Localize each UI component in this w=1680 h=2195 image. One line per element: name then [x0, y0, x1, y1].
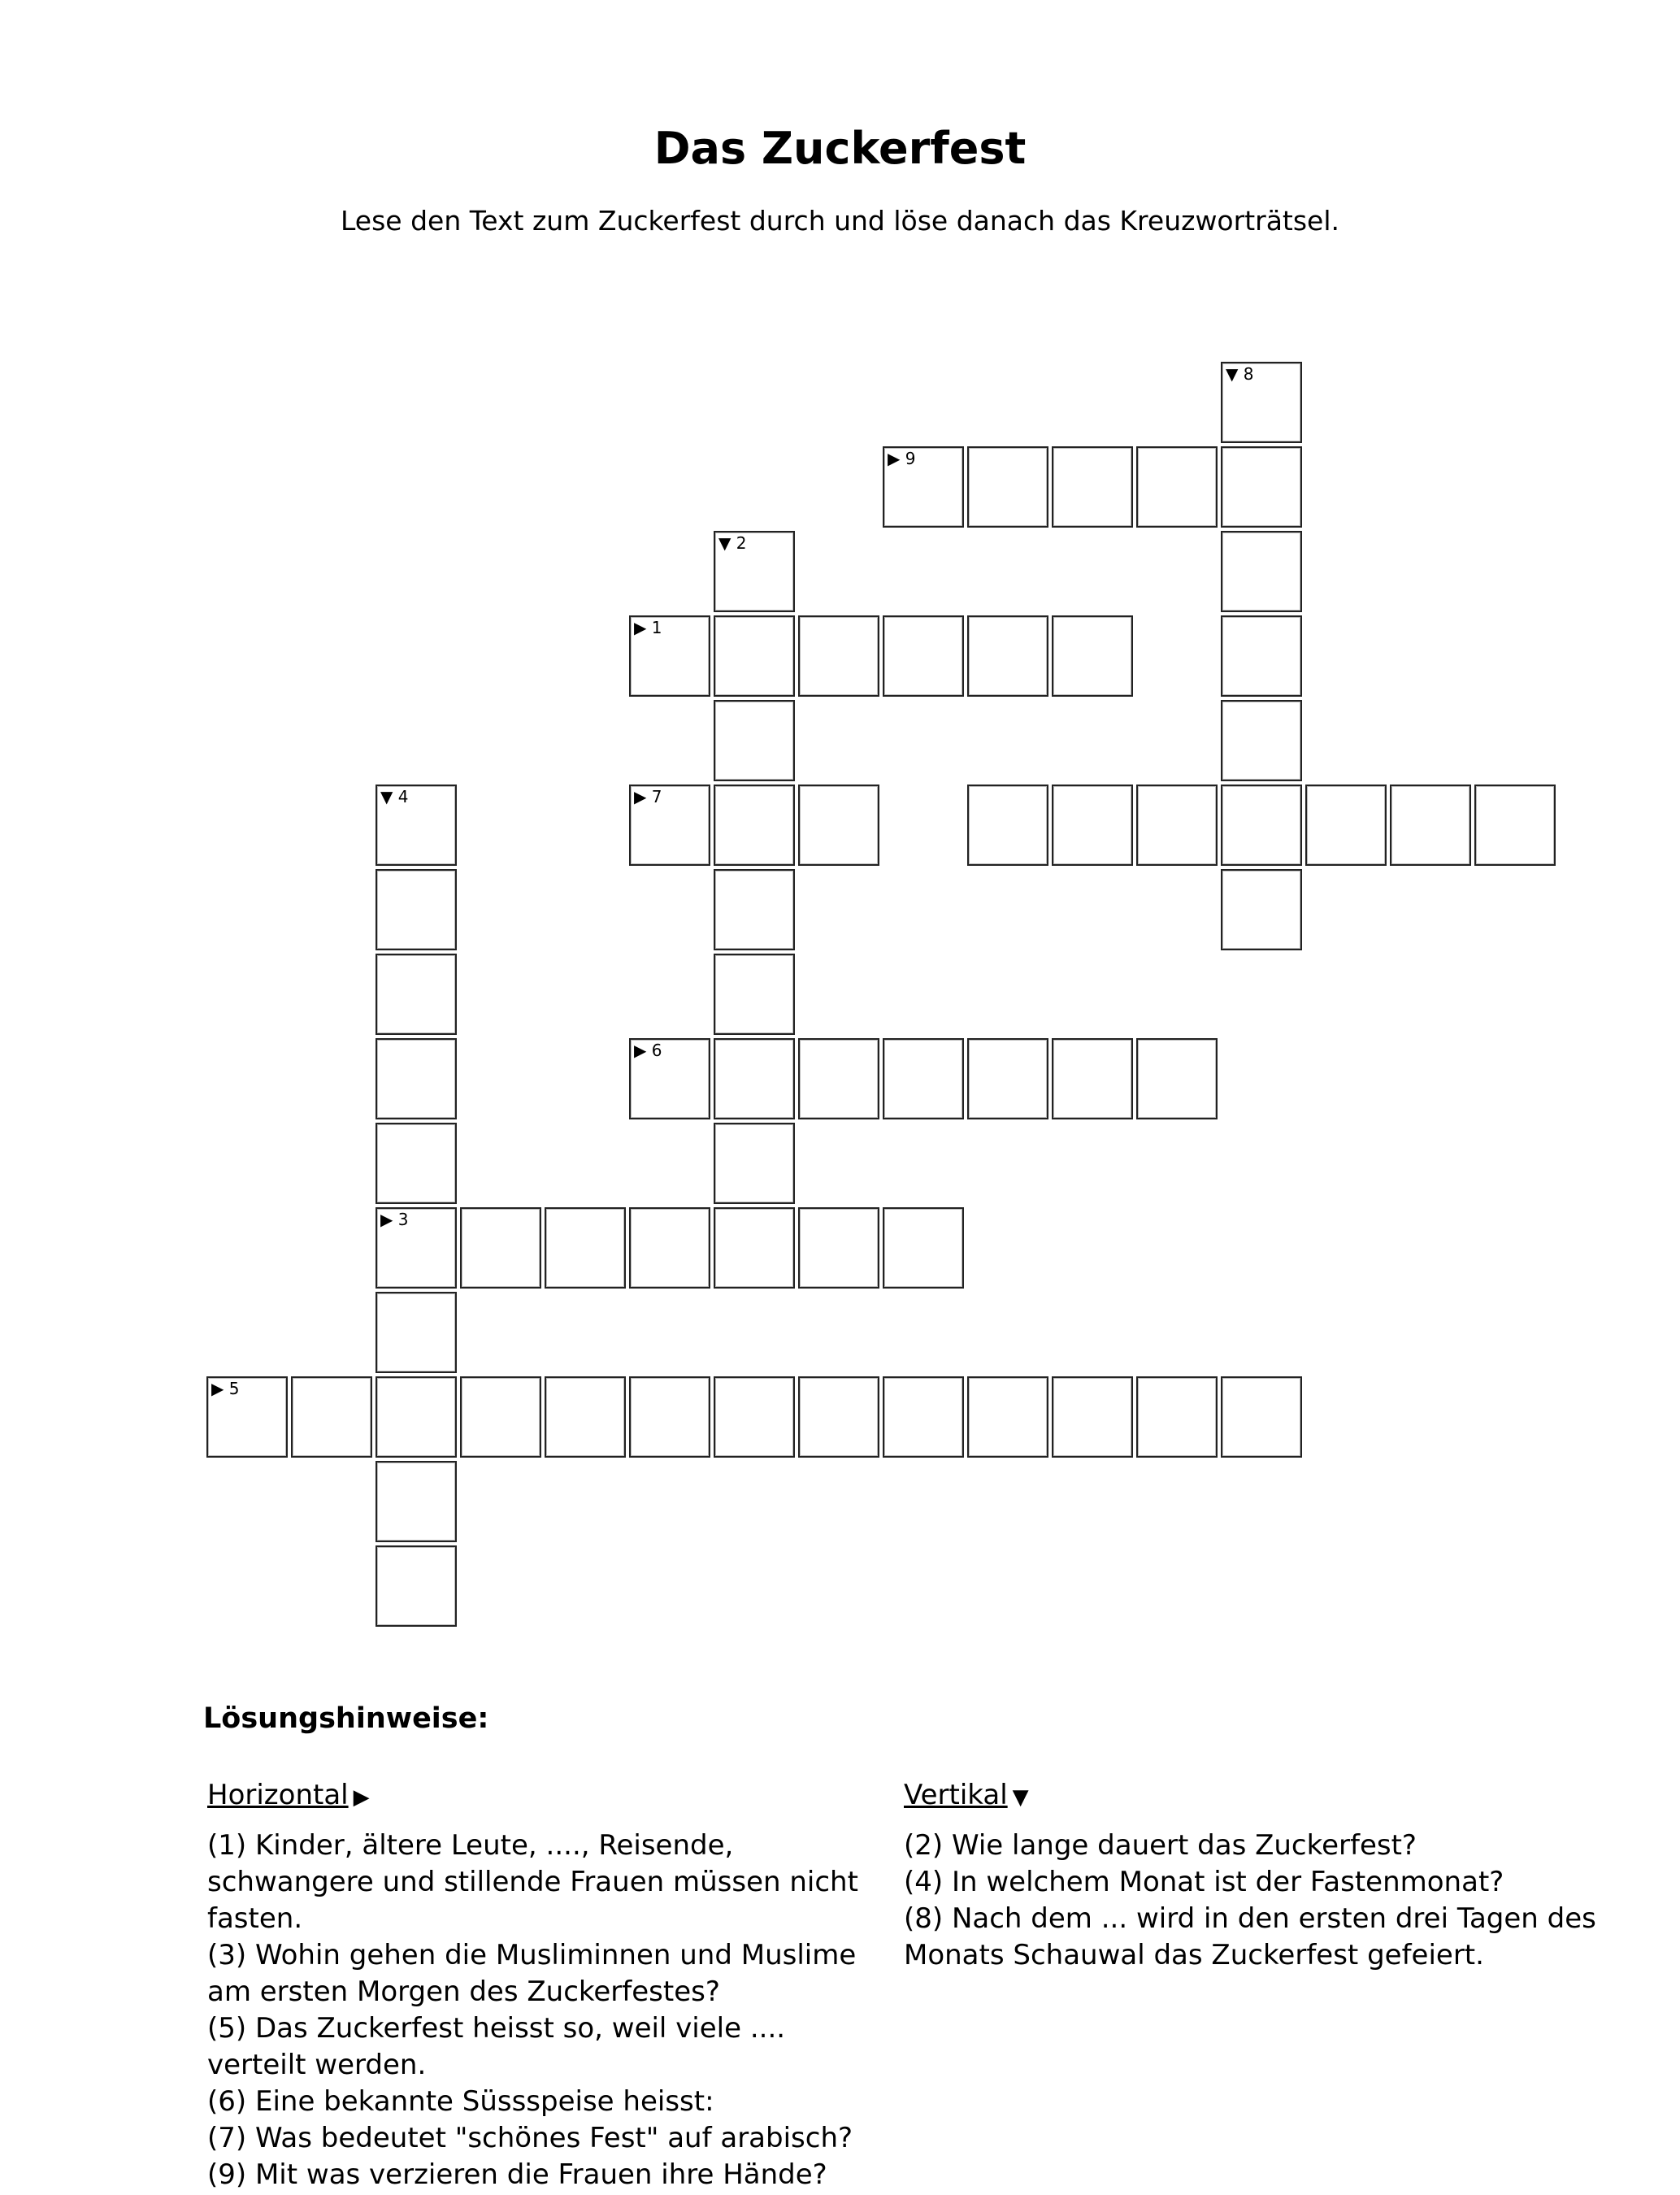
clue-number: ▶ 6 [634, 1041, 662, 1060]
crossword-cell[interactable] [1052, 1376, 1133, 1458]
right-arrow-icon: ▶ [353, 1785, 370, 1810]
crossword-cell[interactable] [714, 700, 795, 781]
clue-across-5: (5) Das Zuckerfest heisst so, weil viele .... verteilt werden. [207, 2012, 786, 2081]
crossword-cell[interactable] [629, 1207, 710, 1289]
crossword-cell[interactable] [714, 531, 795, 612]
crossword-cell[interactable] [883, 446, 964, 528]
crossword-cell[interactable] [714, 615, 795, 697]
crossword-cell[interactable] [1052, 615, 1133, 697]
crossword-cell[interactable] [1221, 446, 1302, 528]
crossword-cell[interactable] [1221, 531, 1302, 612]
crossword-cell[interactable] [376, 1461, 457, 1542]
crossword-cell[interactable] [798, 1207, 879, 1289]
vertical-heading [904, 1777, 1619, 1816]
crossword-cell[interactable] [629, 615, 710, 697]
crossword-cell[interactable] [714, 1376, 795, 1458]
crossword-cell[interactable] [545, 1207, 626, 1289]
crossword-cell[interactable] [206, 1376, 288, 1458]
clue-down-4: (4) In welchem Monat ist der Fastenmonat? [904, 1866, 1504, 1898]
crossword-cell[interactable] [1052, 1038, 1133, 1119]
vertical-heading-label: Vertikal [904, 1779, 1008, 1811]
crossword-cell[interactable] [376, 1123, 457, 1204]
crossword-cell[interactable] [1052, 446, 1133, 528]
crossword-cell[interactable] [967, 615, 1048, 697]
clue-across-3: (3) Wohin gehen die Musliminnen und Muslime am ersten Morgen des Zuckerfestes? [207, 1939, 857, 2008]
crossword-cell[interactable] [376, 1038, 457, 1119]
crossword-cell[interactable] [376, 1207, 457, 1289]
crossword-cell[interactable] [967, 1376, 1048, 1458]
crossword-cell[interactable] [1221, 785, 1302, 866]
crossword-cell[interactable] [376, 1292, 457, 1373]
crossword-cell[interactable] [714, 954, 795, 1035]
crossword-cell[interactable] [967, 785, 1048, 866]
page-title: Das Zuckerfest [653, 123, 1027, 174]
crossword-cell[interactable] [798, 785, 879, 866]
crossword-cell[interactable] [460, 1207, 541, 1289]
crossword-cell[interactable] [1221, 869, 1302, 950]
crossword-cell[interactable] [1474, 785, 1556, 866]
crossword-cell[interactable] [714, 869, 795, 950]
crossword-cell[interactable] [629, 1038, 710, 1119]
clue-number: ▶ 9 [888, 449, 916, 468]
horizontal-clues [207, 1777, 890, 2193]
crossword-cell[interactable] [376, 954, 457, 1035]
crossword-cell[interactable] [1136, 446, 1218, 528]
horizontal-heading-label: Horizontal [207, 1779, 349, 1811]
vertical-clues [904, 1777, 1619, 1974]
horizontal-heading [207, 1777, 890, 1816]
clue-number: ▶ 3 [380, 1210, 409, 1229]
hints-title: Lösungshinweise: [203, 1702, 489, 1735]
crossword-cell[interactable] [1136, 785, 1218, 866]
clue-across-1: (1) Kinder, ältere Leute, ...., Reisende, schwangere und stillende Frauen müssen nicht fasten. [207, 1829, 858, 1935]
crossword-cell[interactable] [714, 1207, 795, 1289]
crossword-cell[interactable] [629, 1376, 710, 1458]
clue-number: ▶ 5 [211, 1379, 240, 1398]
clue-down-2: (2) Wie lange dauert das Zuckerfest? [904, 1829, 1417, 1862]
crossword-cell[interactable] [376, 1545, 457, 1627]
crossword-cell[interactable] [714, 785, 795, 866]
crossword-cell[interactable] [1052, 785, 1133, 866]
crossword-cell[interactable] [460, 1376, 541, 1458]
crossword-cell[interactable] [1136, 1376, 1218, 1458]
crossword-cell[interactable] [883, 1038, 964, 1119]
crossword-cell[interactable] [798, 1376, 879, 1458]
crossword-cell[interactable] [1305, 785, 1387, 866]
crossword-cell[interactable] [1221, 700, 1302, 781]
crossword-cell[interactable] [1221, 615, 1302, 697]
crossword-cell[interactable] [883, 615, 964, 697]
crossword-cell[interactable] [629, 785, 710, 866]
clue-number: ▼ 4 [380, 787, 409, 806]
clue-across-9: (9) Mit was verzieren die Frauen ihre Hände? [207, 2158, 827, 2191]
crossword-cell[interactable] [883, 1207, 964, 1289]
crossword-cell[interactable] [798, 615, 879, 697]
clue-down-8: (8) Nach dem ... wird in den ersten drei Tagen des Monats Schauwal das Zuckerfest gefeiert. [904, 1902, 1596, 1971]
clue-across-6: (6) Eine bekannte Süssspeise heisst: [207, 2085, 714, 2118]
clue-across-7: (7) Was bedeutet "schönes Fest" auf arabisch? [207, 2122, 853, 2154]
clue-number: ▶ 1 [634, 618, 662, 637]
crossword-cell[interactable] [376, 785, 457, 866]
crossword-cell[interactable] [376, 1376, 457, 1458]
crossword-cell[interactable] [714, 1038, 795, 1119]
crossword-cell[interactable] [1221, 362, 1302, 443]
crossword-cell[interactable] [376, 869, 457, 950]
instructions-text: Lese den Text zum Zuckerfest durch und löse danach das Kreuzworträtsel. [340, 205, 1340, 237]
crossword-cell[interactable] [1221, 1376, 1302, 1458]
crossword-cell[interactable] [714, 1123, 795, 1204]
crossword-cell[interactable] [545, 1376, 626, 1458]
crossword-cell[interactable] [291, 1376, 372, 1458]
crossword-cell[interactable] [798, 1038, 879, 1119]
crossword-cell[interactable] [1390, 785, 1471, 866]
clue-number: ▶ 7 [634, 787, 662, 806]
crossword-cell[interactable] [883, 1376, 964, 1458]
clue-number: ▼ 8 [1226, 364, 1254, 384]
crossword-cell[interactable] [967, 1038, 1048, 1119]
down-arrow-icon: ▼ [1012, 1785, 1029, 1810]
crossword-cell[interactable] [967, 446, 1048, 528]
clue-number: ▼ 2 [718, 533, 747, 553]
crossword-cell[interactable] [1136, 1038, 1218, 1119]
